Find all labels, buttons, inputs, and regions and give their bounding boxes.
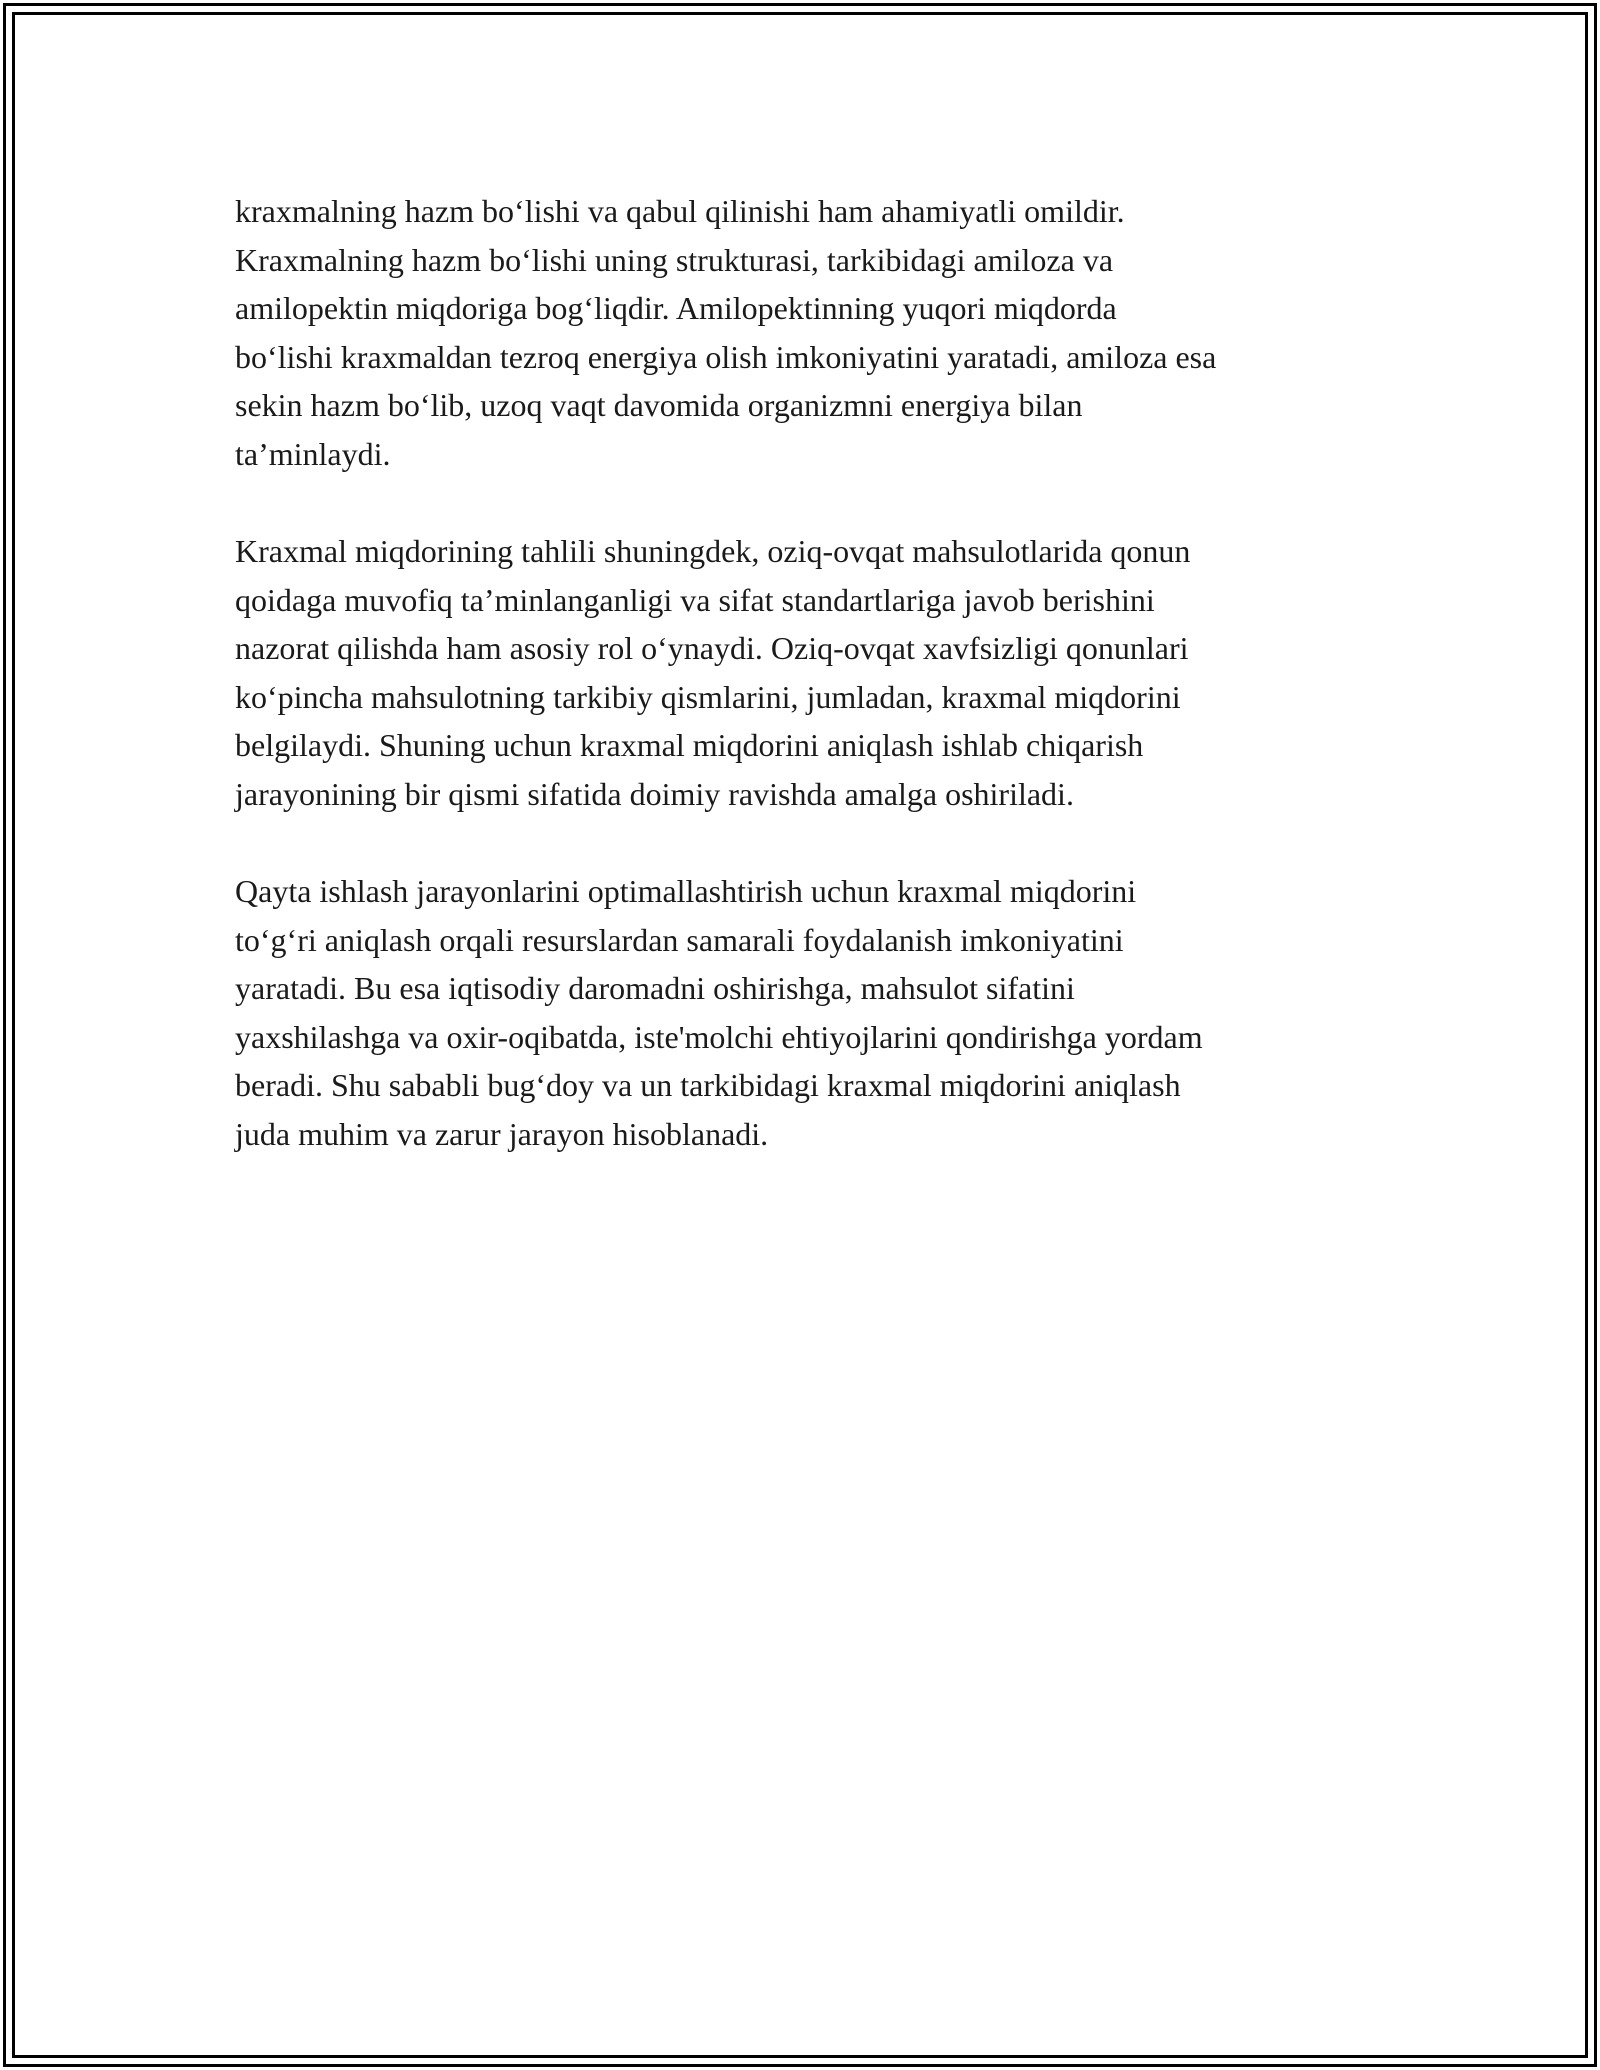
document-body [235, 187, 1395, 1207]
text-line: kraxmalning hazm bo‘lishi va qabul qilinishi ham ahamiyatli omildir. [235, 193, 1125, 229]
text-line: jarayonining bir qismi sifatida doimiy ravishda amalga oshiriladi. [235, 775, 1074, 812]
text-line: Qayta ishlash jarayonlarini optimallashtirish uchun kraxmal miqdorini [235, 873, 1137, 909]
text-line: amilopektin miqdoriga bog‘liqdir. Amilopektinning yuqori miqdorda [235, 290, 1117, 326]
paragraph-3 [235, 867, 1395, 1158]
text-line: juda muhim va zarur jarayon hisoblanadi. [235, 1115, 769, 1152]
text-line: nazorat qilishda ham asosiy rol o‘ynaydi. Oziq-ovqat xavfsizligi qonunlari [235, 630, 1189, 666]
paragraph-2 [235, 527, 1395, 818]
paragraph-1 [235, 187, 1395, 478]
text-line: to‘g‘ri aniqlash orqali resurslardan samarali foydalanish imkoniyatini [235, 921, 1124, 958]
text-line: yaxshilashga va oxir-oqibatda, iste'molchi ehtiyojlarini qondirishga yordam [235, 1018, 1203, 1055]
text-line: belgilaydi. Shuning uchun kraxmal miqdorini aniqlash ishlab chiqarish [235, 727, 1144, 763]
text-line: ta’minlaydi. [235, 435, 391, 472]
text-line: yaratadi. Bu esa iqtisodiy daromadni oshirishga, mahsulot sifatini [235, 970, 1075, 1006]
text-line: beradi. Shu sababli bug‘doy va un tarkibidagi kraxmal miqdorini aniqlash [235, 1067, 1181, 1103]
text-line: ko‘pincha mahsulotning tarkibiy qismlarini, jumladan, kraxmal miqdorini [235, 678, 1181, 715]
text-line: Kraxmalning hazm bo‘lishi uning strukturasi, tarkibidagi amiloza va [235, 241, 1114, 278]
text-line: sekin hazm bo‘lib, uzoq vaqt davomida organizmni energiya bilan [235, 387, 1083, 423]
text-line: Kraxmal miqdorining tahlili shuningdek, oziq-ovqat mahsulotlarida qonun [235, 533, 1191, 569]
text-line: bo‘lishi kraxmaldan tezroq energiya olish imkoniyatini yaratadi, amiloza esa [235, 338, 1217, 375]
text-line: qoidaga muvofiq ta’minlanganligi va sifat standartlariga javob berishini [235, 581, 1155, 618]
